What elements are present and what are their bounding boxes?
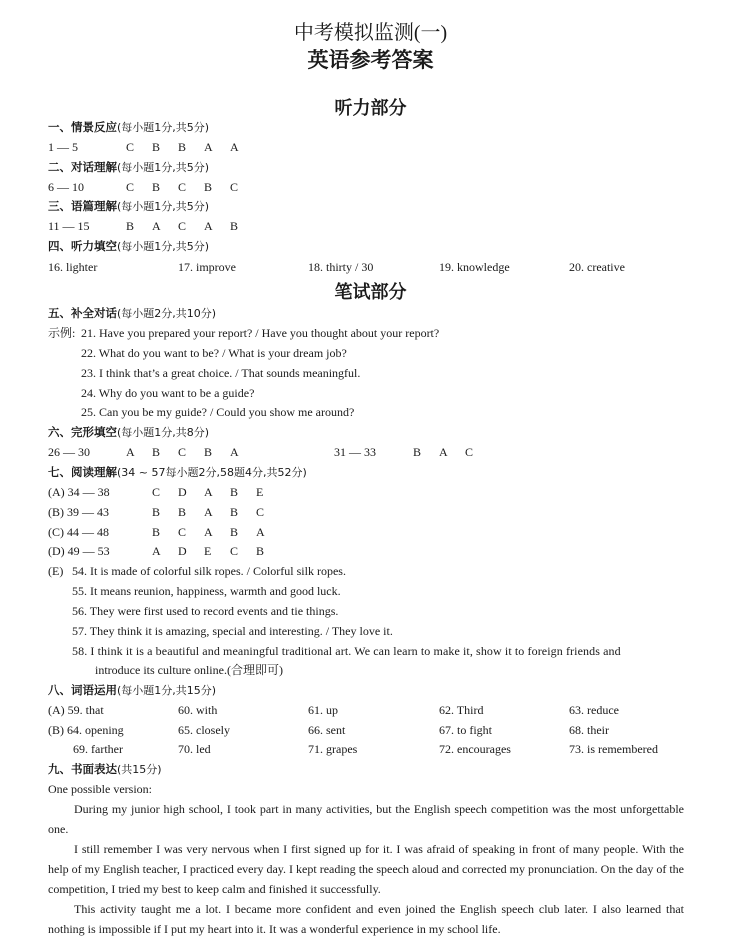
section-7-group-tag: (C) 44 — 48	[48, 525, 109, 539]
section-1-answer: A	[204, 140, 213, 154]
section-9-label: 九、书面表达	[48, 762, 117, 776]
section-7-answer: B	[256, 544, 265, 558]
section-7-answer: A	[204, 485, 213, 499]
section-7-answer: A	[152, 544, 161, 558]
section-5-note: (每小题2分,共10分)	[117, 307, 217, 320]
section-1-answer: B	[178, 140, 187, 154]
section-8-item: 68. their	[569, 723, 609, 737]
section-8-item: 63. reduce	[569, 703, 619, 717]
section-8-item: 62. Third	[439, 703, 484, 717]
section-4-item: 18. thirty / 30	[308, 260, 374, 274]
section-1-answer: C	[126, 140, 135, 154]
section-7-answer: A	[204, 505, 213, 519]
section-2-answer: C	[126, 180, 135, 194]
section-6-answer: C	[178, 445, 187, 459]
section-3-answer: A	[204, 219, 213, 233]
section-5-label: 五、补全对话	[48, 306, 117, 320]
essay-paragraph: During my junior high school, I took part in many activities, but the English speech competition was the most unforgettable one.	[48, 802, 684, 836]
section-2-note: (每小题1分,共5分)	[117, 161, 210, 174]
section-7-e-line: 54. It is made of colorful silk ropes. / Colorful silk ropes.	[72, 564, 346, 578]
exam-title: 中考模拟监测(一)	[293, 22, 448, 44]
section-7-answer: E	[256, 485, 264, 499]
section-6-answer: B	[413, 445, 422, 459]
section-7-answer: D	[178, 544, 187, 558]
section-7-e-line: 57. They think it is amazing, special and interesting. / They love it.	[72, 624, 393, 638]
essay-paragraph: I still remember I was very nervous when I first signed up for it. I was afraid of speaking in front of many people. With the help of my English teacher, I practiced every day. I kept reading the speech aloud and corrected my pronunciation. On the day of the competition, I tried my best to keep calm and finished it successfully.	[48, 842, 684, 896]
section-7-group-tag: (D) 49 — 53	[48, 544, 110, 558]
section-7-e-line: 55. It means reunion, happiness, warmth and good luck.	[72, 584, 341, 598]
section-2-range: 6 — 10	[48, 180, 84, 194]
section-6-answer: B	[204, 445, 213, 459]
section-8-item: 73. is remembered	[569, 742, 658, 756]
section-5-line: 22. What do you want to be? / What is your dream job?	[81, 346, 347, 360]
section-7-answer: D	[178, 485, 187, 499]
section-6-range: 31 — 33	[334, 445, 376, 459]
section-8-item: 65. closely	[178, 723, 230, 737]
section-7-answer: B	[178, 505, 187, 519]
listening-heading: 听力部分	[334, 98, 407, 119]
section-7-answer: C	[256, 505, 265, 519]
section-7-label: 七、阅读理解	[48, 465, 117, 479]
essay-paragraph: This activity taught me a lot. I became more confident and even joined the English speech club later. I also learned that nothing is impossible if I put my heart into it. It was a wonderful experience in my school life.	[48, 902, 684, 936]
section-7-answer: C	[152, 485, 161, 499]
section-3-answer: A	[152, 219, 161, 233]
section-7-group-tag: (B) 39 — 43	[48, 505, 109, 519]
section-3-answer: B	[230, 219, 239, 233]
section-7-answer: B	[230, 485, 239, 499]
section-4-note: (每小题1分,共5分)	[117, 240, 210, 253]
section-8-item: 61. up	[308, 703, 338, 717]
section-8-label: 八、词语运用	[48, 683, 117, 697]
section-7-answer: B	[230, 525, 239, 539]
section-3-range: 11 — 15	[48, 219, 90, 233]
section-8-item: 66. sent	[308, 723, 346, 737]
section-1-range: 1 — 5	[48, 140, 78, 154]
exam-subtitle: 英语参考答案	[307, 48, 434, 72]
section-7-answer: A	[256, 525, 265, 539]
section-7-e-line: 56. They were first used to record events and tie things.	[72, 604, 339, 618]
section-3-label: 三、语篇理解	[48, 199, 117, 213]
section-6-answer: A	[439, 445, 448, 459]
section-2-answer: B	[204, 180, 213, 194]
section-7-answer: A	[204, 525, 213, 539]
section-7-header	[48, 464, 307, 481]
section-1-header	[48, 119, 209, 136]
section-7-answer: B	[152, 525, 161, 539]
section-4-label: 四、听力填空	[48, 239, 117, 253]
section-3-note: (每小题1分,共5分)	[117, 200, 210, 213]
section-2-answer: B	[152, 180, 161, 194]
section-1-label: 一、情景反应	[48, 120, 117, 134]
section-6-range: 26 — 30	[48, 445, 90, 459]
section-7-answer: C	[178, 525, 187, 539]
section-2-label: 二、对话理解	[48, 160, 117, 174]
section-7-answer: C	[230, 544, 239, 558]
section-3-answer: C	[178, 219, 187, 233]
section-8-item: 67. to fight	[439, 723, 492, 737]
section-1-answer: B	[152, 140, 161, 154]
section-3-answer: B	[126, 219, 135, 233]
section-4-header	[48, 238, 209, 255]
section-3-header	[48, 198, 209, 215]
section-6-label: 六、完形填空	[48, 425, 117, 439]
section-8-header	[48, 682, 216, 699]
section-7-answer: B	[152, 505, 161, 519]
section-8-item: 60. with	[178, 703, 218, 717]
section-2-header	[48, 159, 209, 176]
section-7-e-line: 58. I think it is a beautiful and meaningful traditional art. We can learn to make it, show it to foreign friends and	[72, 644, 621, 658]
section-8-row-tag: (B) 64. opening	[48, 723, 124, 737]
section-2-answer: C	[230, 180, 239, 194]
section-1-answer: A	[230, 140, 239, 154]
section-7-answer: E	[204, 544, 212, 558]
section-5-line: 21. Have you prepared your report? / Have you thought about your report?	[81, 326, 440, 340]
section-7-e-line: introduce its culture online.(合理即可)	[95, 663, 283, 677]
section-6-answer: C	[465, 445, 474, 459]
section-2-answer: C	[178, 180, 187, 194]
section-4-item: 19. knowledge	[439, 260, 510, 274]
section-8-item: 72. encourages	[439, 742, 511, 756]
section-6-header	[48, 424, 209, 441]
section-7-e-tag: (E)	[48, 564, 64, 578]
section-5-line: 24. Why do you want to be a guide?	[81, 386, 255, 400]
section-6-answer: A	[126, 445, 135, 459]
section-5-header	[48, 305, 216, 322]
section-1-note: (每小题1分,共5分)	[117, 121, 210, 134]
section-7-group-tag: (A) 34 — 38	[48, 485, 110, 499]
section-9-note: (共15分)	[117, 763, 162, 776]
section-4-item: 16. lighter	[48, 260, 98, 274]
section-8-item: 70. led	[178, 742, 211, 756]
section-6-answer: B	[152, 445, 161, 459]
section-8-item: 69. farther	[73, 742, 123, 756]
writing-heading: 笔试部分	[334, 282, 407, 303]
essay-intro: One possible version:	[48, 782, 152, 796]
section-7-note: (34 ~ 57每小题2分,58题4分,共52分)	[117, 466, 307, 479]
section-6-answer: A	[230, 445, 239, 459]
section-5-line: 25. Can you be my guide? / Could you show me around?	[81, 405, 355, 419]
section-6-note: (每小题1分,共8分)	[117, 426, 210, 439]
section-8-note: (每小题1分,共15分)	[117, 684, 217, 697]
section-4-item: 17. improve	[178, 260, 236, 274]
section-5-line: 23. I think that’s a great choice. / That sounds meaningful.	[81, 366, 361, 380]
section-8-item: 71. grapes	[308, 742, 358, 756]
section-5-prefix: 示例:	[48, 326, 76, 340]
section-8-row-tag: (A) 59. that	[48, 703, 104, 717]
section-9-header	[48, 761, 162, 778]
section-4-item: 20. creative	[569, 260, 625, 274]
section-7-answer: B	[230, 505, 239, 519]
